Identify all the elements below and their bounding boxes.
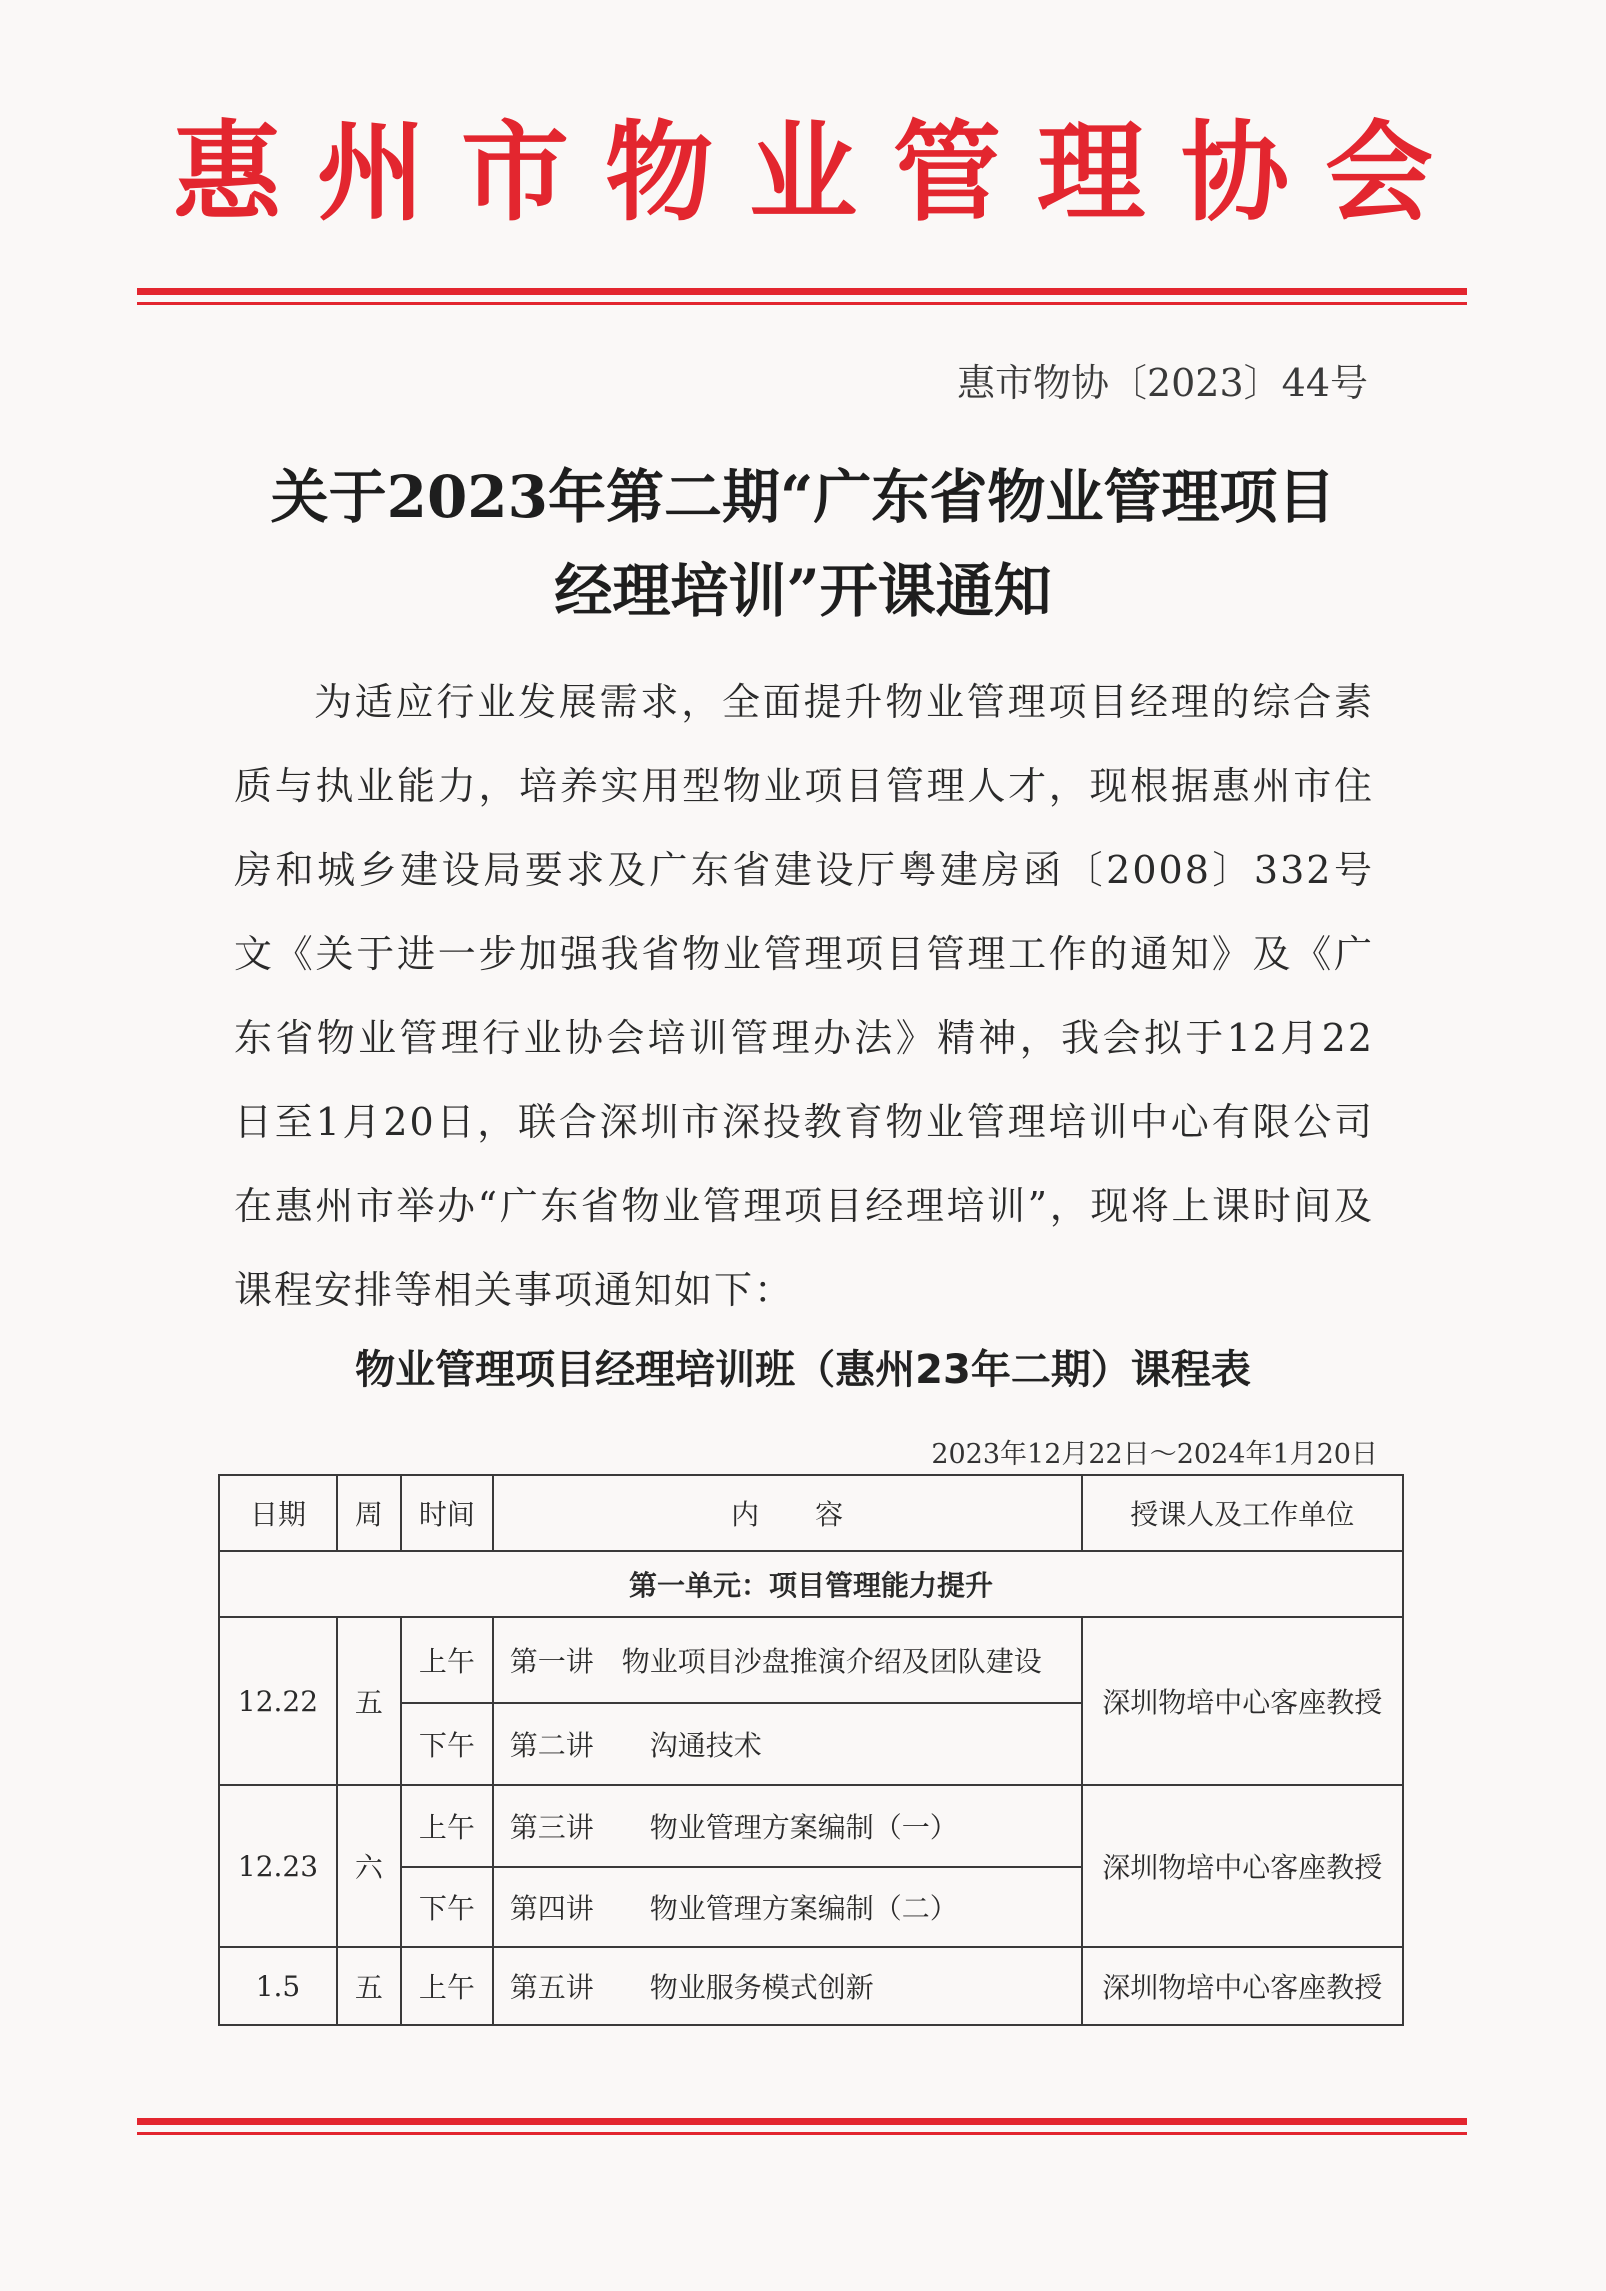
row-time: 上午: [401, 1947, 493, 2025]
header-time: 时间: [401, 1475, 493, 1551]
schedule-date-range: 2023年12月22日～2024年1月20日: [931, 1439, 1378, 1470]
row-weekday: 六: [337, 1785, 401, 1947]
row-instructor: 深圳物培中心客座教授: [1082, 1785, 1403, 1947]
footer-rule-thick: [137, 2118, 1467, 2125]
row-weekday: 五: [337, 1617, 401, 1785]
row-time: 上午: [401, 1617, 493, 1703]
row-time: 下午: [401, 1703, 493, 1785]
row-instructor: 深圳物培中心客座教授: [1082, 1947, 1403, 2025]
table-row: [219, 1947, 1403, 2025]
row-weekday: 五: [337, 1947, 401, 2025]
table-row: [219, 1785, 1403, 1867]
unit-label: 第一单元：项目管理能力提升: [219, 1551, 1403, 1617]
row-lecture: 第四讲 物业管理方案编制（二）: [493, 1867, 1082, 1947]
header-weekday: 周: [337, 1475, 401, 1551]
row-date: 12.23: [219, 1785, 337, 1947]
footer-rule-thin: [137, 2132, 1467, 2135]
header-content: 内 容: [493, 1475, 1082, 1551]
header-rule-thick: [137, 288, 1467, 295]
notice-title-line1: 关于2023年第二期“广东省物业管理项目: [270, 463, 1336, 531]
notice-title: [0, 450, 1606, 638]
organization-title: 惠州市物业管理协会: [172, 111, 1469, 236]
header-instructor: 授课人及工作单位: [1082, 1475, 1403, 1551]
unit-row: [219, 1551, 1403, 1617]
notice-title-line2: 经理培训”开课通知: [554, 557, 1052, 625]
schedule-table: [218, 1474, 1404, 2026]
row-lecture: 第一讲 物业项目沙盘推演介绍及团队建设: [493, 1617, 1082, 1703]
row-time: 上午: [401, 1785, 493, 1867]
row-date: 1.5: [219, 1947, 337, 2025]
row-lecture: 第五讲 物业服务模式创新: [493, 1947, 1082, 2025]
schedule-title: 物业管理项目经理培训班（惠州23年二期）课程表: [355, 1347, 1251, 1393]
row-time: 下午: [401, 1867, 493, 1947]
notice-body: 为适应行业发展需求，全面提升物业管理项目经理的综合素质与执业能力，培养实用型物业项目管理人才，现根据惠州市住房和城乡建设局要求及广东省建设厅粤建房函〔2008〕332号文《关于进一步加强我省物业管理项目管理工作的通知》及《广东省物业管理行业协会培训管理办法》精神，我会拟于12月22日至1月20日，联合深圳市深投教育物业管理培训中心有限公司在惠州市举办“广东省物业管理项目经理培训”，现将上课时间及课程安排等相关事项通知如下：: [234, 680, 1374, 1312]
header-date: 日期: [219, 1475, 337, 1551]
row-lecture: 第三讲 物业管理方案编制（一）: [493, 1785, 1082, 1867]
header-rule-thin: [137, 302, 1467, 305]
document-number: 惠市物协〔2023〕44号: [956, 361, 1368, 405]
table-header-row: [219, 1475, 1403, 1551]
row-lecture: 第二讲 沟通技术: [493, 1703, 1082, 1785]
row-date: 12.22: [219, 1617, 337, 1785]
row-instructor: 深圳物培中心客座教授: [1082, 1617, 1403, 1785]
table-row: [219, 1617, 1403, 1703]
